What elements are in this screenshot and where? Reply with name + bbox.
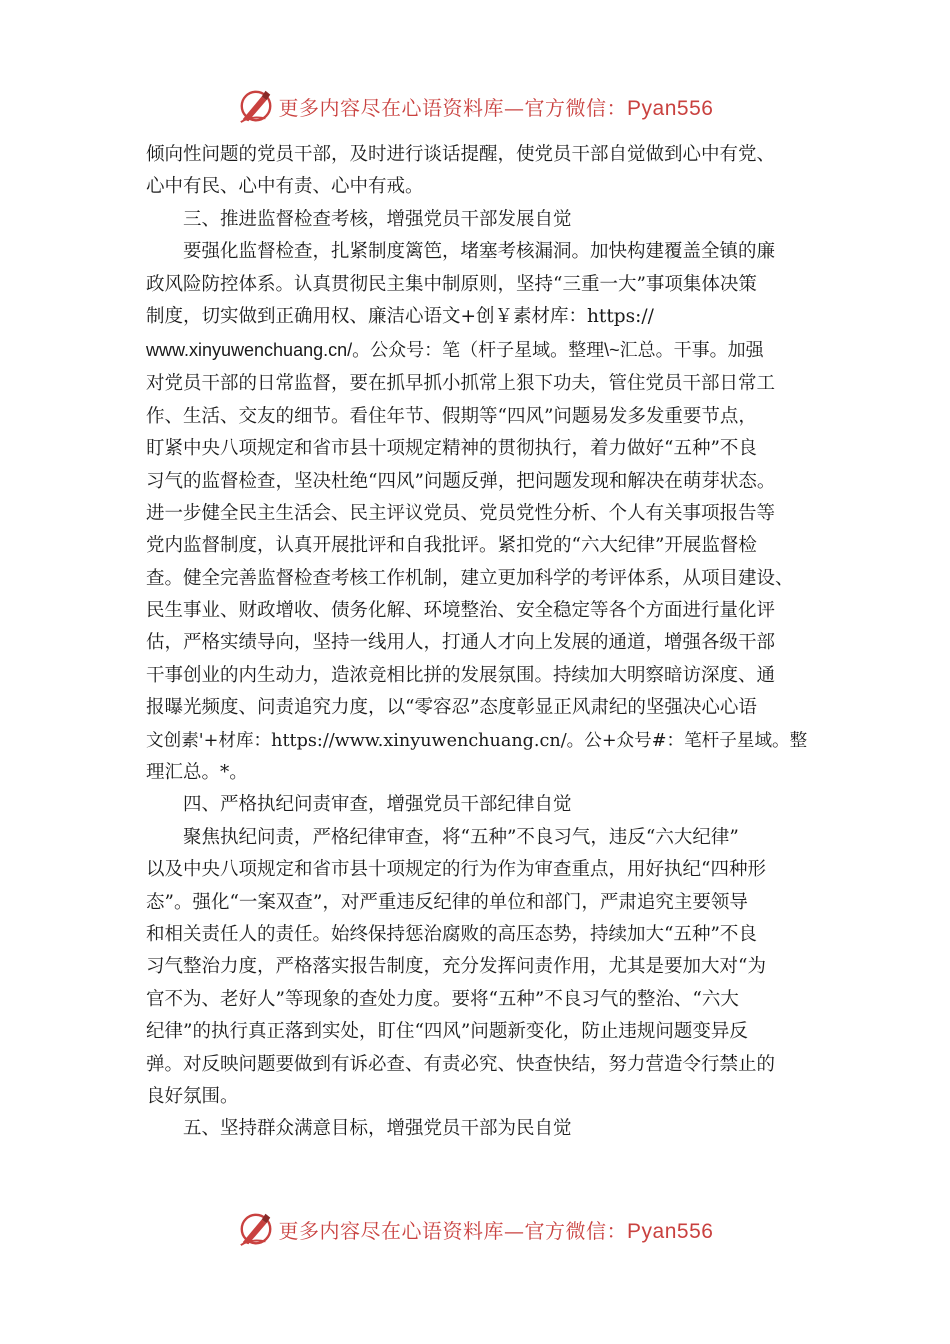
paragraph-line: 聚焦执纪问责，严格纪律审查，将“五种”不良习气，违反“六大纪律” <box>183 826 739 848</box>
paragraph-line: 进一步健全民主生活会、民主评议党员、党员党性分析、个人有关事项报告等 <box>146 502 776 524</box>
paragraph-line: 以及中央八项规定和省市县十项规定的行为作为审查重点，用好执纪“四种形 <box>146 859 766 881</box>
paragraph-line: 估，严格实绩导向，坚持一线用人，打通人才向上发展的通道，增强各级干部 <box>146 632 776 654</box>
document-body <box>146 139 810 1146</box>
paragraph-line: 报曝光频度、问责追究力度，以“零容忍”态度彰显正风肃纪的坚强决心心语 <box>146 697 757 719</box>
paragraph-line: 要强化监督检查，扎紧制度篱笆，堵塞考核漏洞。加快构建覆盖全镇的廉 <box>183 241 776 263</box>
section-heading: 三、推进监督检查考核，增强党员干部发展自觉 <box>183 208 572 230</box>
paragraph-line: 习气的监督检查，坚决杜绝“四风”问题反弹，把问题发现和解决在萌芽状态。 <box>146 470 776 492</box>
paragraph-line: 弹。对反映问题要做到有诉必查、有责必究、快查快结，努力营造令行禁止的 <box>146 1053 776 1075</box>
paragraph-line: 文创素'+材库：https://www.xinyuwenchuang.cn/。公+众号#：笔杆子星域。整 <box>146 730 808 751</box>
pen-logo-icon <box>237 1210 275 1248</box>
section-heading: 五、坚持群众满意目标，增强党员干部为民自觉 <box>183 1118 572 1140</box>
paragraph-line: 党内监督制度，认真开展批评和自我批评。紧扣党的“六大纪律”开展监督检 <box>146 535 757 557</box>
paragraph-line: 态”。强化“一案双查”，对严重违反纪律的单位和部门，严肃追究主要领导 <box>146 891 748 913</box>
paragraph-line: 制度，切实做到正确用权、廉洁心语文+创￥素材库：https:// <box>146 305 654 327</box>
paragraph-line: 政风险防控体系。认真贯彻民主集中制原则，坚持“三重一大”事项集体决策 <box>146 273 757 295</box>
paragraph-line: 纪律”的执行真正落到实处，盯住“四风”问题新变化，防止违规问题变异反 <box>146 1021 748 1043</box>
banner-title: 更多内容尽在心语资料库—官方微信： <box>278 1218 628 1243</box>
paragraph-line: 倾向性问题的党员干部，及时进行谈话提醒，使党员干部自觉做到心中有党、 <box>146 144 776 165</box>
banner-wechat-id: Pyan556 <box>627 1219 714 1243</box>
banner-text <box>279 1215 714 1244</box>
paragraph-line: 心中有民、心中有责、心中有戒。 <box>146 176 424 198</box>
paragraph-line: 良好氛围。 <box>146 1085 239 1107</box>
header-banner <box>0 84 950 128</box>
paragraph-line: 对党员干部的日常监督，要在抓早抓小抓常上狠下功夫，管住党员干部日常工 <box>146 373 776 395</box>
paragraph-line: 官不为、老好人”等现象的查处力度。要将“五种”不良习气的整治、“六大 <box>146 988 739 1010</box>
paragraph-line: 习气整治力度，严格落实报告制度，充分发挥问责作用，尤其是要加大对“为 <box>146 956 766 978</box>
paragraph-line: 理汇总。*。 <box>146 762 248 784</box>
paragraph-line: 作、生活、交友的细节。看住年节、假期等“四风”问题易发多发重要节点， <box>146 405 757 427</box>
banner-wechat-id: Pyan556 <box>627 96 714 120</box>
paragraph-line: 和相关责任人的责任。始终保持惩治腐败的高压态势，持续加大“五种”不良 <box>146 923 757 945</box>
footer-banner <box>0 1207 950 1251</box>
pen-logo-icon <box>237 87 275 125</box>
paragraph-line: 查。健全完善监督检查考核工作机制，建立更加科学的考评体系，从项目建设、 <box>146 567 794 589</box>
paragraph-line: www.xinyuwenchuang.cn/。公众号：笔（杆子星域。整理\~汇总。干事。加强 <box>146 340 764 361</box>
banner-text <box>279 92 714 121</box>
paragraph-line: 民生事业、财政增收、债务化解、环境整治、安全稳定等各个方面进行量化评 <box>146 600 776 622</box>
section-heading: 四、严格执纪问责审查，增强党员干部纪律自觉 <box>183 794 572 816</box>
paragraph-line: 盯紧中央八项规定和省市县十项规定精神的贯彻执行，着力做好“五种”不良 <box>146 438 757 460</box>
paragraph-line: 干事创业的内生动力，造浓竞相比拼的发展氛围。持续加大明察暗访深度、通 <box>146 664 776 686</box>
banner-title: 更多内容尽在心语资料库—官方微信： <box>278 95 628 120</box>
